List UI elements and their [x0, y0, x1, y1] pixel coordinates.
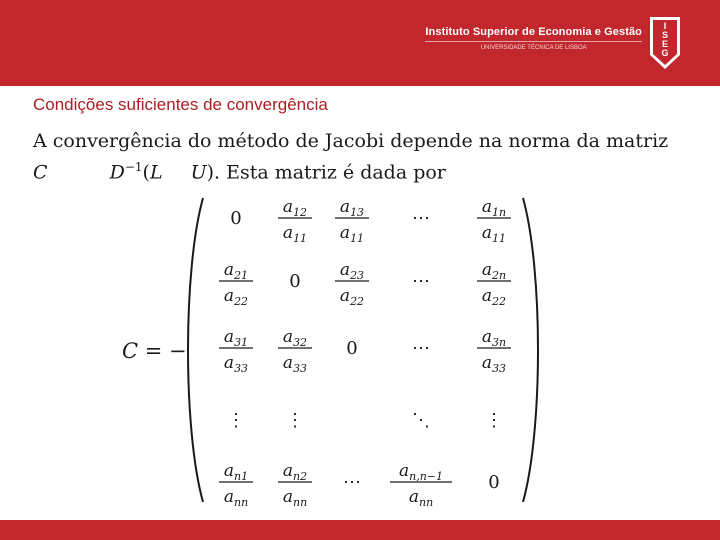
matrix-symbol-c: C	[33, 161, 48, 184]
denominator: $a_{11}$	[339, 223, 365, 245]
matrix-cell	[412, 208, 430, 229]
logo-letter: I	[663, 21, 667, 31]
matrix-cell	[335, 197, 369, 245]
ellipsis-entry: ⋮	[485, 410, 503, 431]
footer-bar	[0, 520, 720, 540]
matrix-cell	[219, 327, 253, 375]
ellipsis-entry: ⋮	[227, 410, 245, 431]
matrix-cell	[335, 260, 369, 308]
matrix-cell	[278, 197, 312, 245]
denominator: $a_{nn}$	[223, 487, 249, 509]
numerator: $a_{3n}$	[481, 327, 507, 349]
ellipsis-entry: ⋱	[412, 410, 430, 431]
denominator: $a_{nn}$	[408, 487, 434, 509]
matrix-cell	[477, 260, 511, 308]
matrix-symbol-u: U	[190, 161, 207, 184]
ellipsis-entry: ⋮	[286, 410, 304, 431]
denominator: $a_{33}$	[223, 353, 249, 375]
numerator: $a_{32}$	[282, 327, 308, 349]
numerator: $a_{n2}$	[282, 461, 308, 483]
denominator: $a_{22}$	[223, 286, 249, 308]
equation-lhs: C = −	[122, 339, 187, 363]
zero-entry: 0	[289, 271, 301, 292]
denominator: $a_{22}$	[481, 286, 507, 308]
logo-letter: E	[661, 39, 669, 49]
zero-entry: 0	[230, 208, 242, 229]
numerator: $a_{31}$	[223, 327, 249, 349]
slide-title: Condições suficientes de convergência	[33, 95, 328, 114]
matrix-symbol-d: D	[109, 161, 125, 184]
denominator: $a_{33}$	[282, 353, 308, 375]
ellipsis-entry: ⋯	[412, 271, 430, 292]
body-line-1: A convergência do método de Jacobi depende na norma da matriz	[33, 130, 669, 152]
right-bracket	[523, 198, 538, 502]
matrix-cell	[477, 327, 511, 375]
ellipsis-entry: ⋯	[412, 338, 430, 359]
zero-entry: 0	[488, 472, 500, 493]
denominator: $a_{11}$	[282, 223, 308, 245]
numerator: $a_{n,n-1}$	[398, 461, 444, 483]
denominator: $a_{33}$	[481, 353, 507, 375]
denominator: $a_{11}$	[481, 223, 507, 245]
zero-entry: 0	[346, 338, 358, 359]
matrix-cell	[219, 260, 253, 308]
numerator: $a_{n1}$	[223, 461, 249, 483]
matrix-cell	[412, 410, 430, 431]
matrix-symbol-l: L	[149, 161, 163, 184]
institution-name: Instituto Superior de Economia e Gestão	[425, 26, 642, 38]
matrix-cell	[477, 197, 511, 245]
logo-letter: G	[661, 48, 669, 58]
matrix-cell	[390, 461, 452, 509]
matrix-cell	[412, 271, 430, 292]
matrix-cell	[485, 410, 503, 431]
matrix-cell	[227, 410, 245, 431]
numerator: $a_{21}$	[223, 260, 249, 282]
matrix-cell	[346, 338, 357, 359]
numerator: $a_{2n}$	[481, 260, 507, 282]
matrix-cell	[286, 410, 304, 431]
inverse-exponent: −1	[124, 160, 143, 174]
matrix-cell	[488, 472, 499, 493]
numerator: $a_{12}$	[282, 197, 308, 219]
matrix-cell	[412, 338, 430, 359]
paren-close: ).	[206, 161, 221, 184]
paren-open: (	[142, 161, 150, 184]
university-name: UNIVERSIDADE TÉCNICA DE LISBOA	[480, 45, 587, 51]
denominator: $a_{nn}$	[282, 487, 308, 509]
left-bracket	[188, 198, 203, 502]
matrix-cell	[219, 461, 253, 509]
numerator: $a_{1n}$	[481, 197, 507, 219]
denominator: $a_{22}$	[339, 286, 365, 308]
ellipsis-entry: ⋯	[343, 472, 361, 493]
matrix-cells	[219, 197, 511, 509]
matrix-cell	[289, 271, 300, 292]
matrix-cell	[278, 461, 312, 509]
matrix-cell	[343, 472, 361, 493]
numerator: $a_{13}$	[339, 197, 365, 219]
matrix-cell	[230, 208, 241, 229]
matrix-cell	[278, 327, 312, 375]
body-line-2-rest: Esta matriz é dada por	[226, 161, 446, 184]
ellipsis-entry: ⋯	[412, 208, 430, 229]
logo-letter: S	[661, 30, 669, 40]
numerator: $a_{23}$	[339, 260, 365, 282]
